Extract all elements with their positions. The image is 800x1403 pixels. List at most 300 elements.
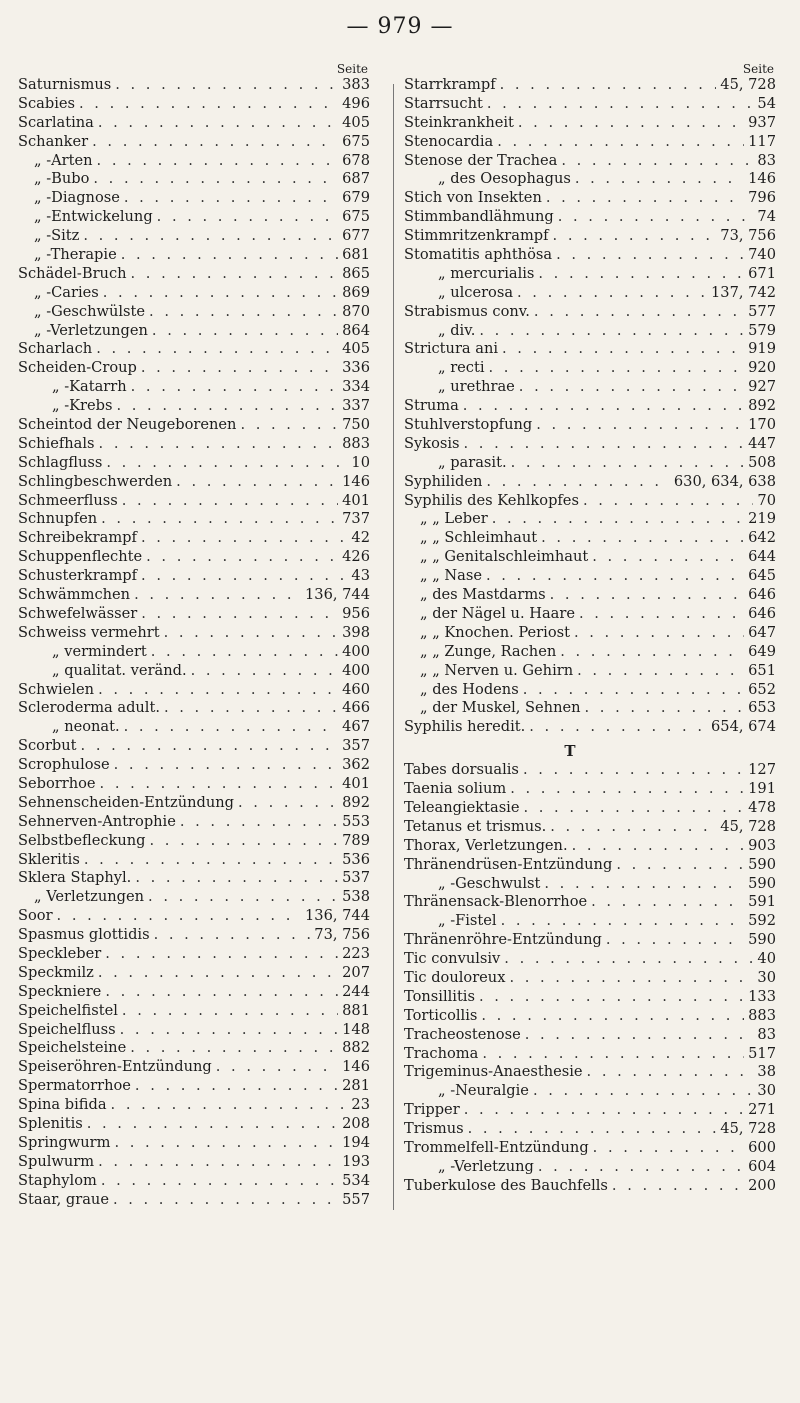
- entry-term: „ -Neuralgie: [438, 1082, 529, 1100]
- entry-pages: 517: [748, 1044, 776, 1062]
- index-entry: [404, 1139, 776, 1158]
- entry-pages: 362: [342, 756, 370, 774]
- entry-pages: 23: [351, 1096, 370, 1114]
- index-entry: [18, 983, 370, 1002]
- leader-dots: [553, 227, 717, 246]
- index-entry: [404, 988, 776, 1007]
- leader-dots: [131, 378, 338, 397]
- leader-dots: [482, 1045, 744, 1064]
- entry-term: Speichelsteine: [18, 1039, 127, 1057]
- entry-term: Strabismus conv.: [404, 302, 530, 320]
- index-entry: [18, 605, 370, 624]
- leader-dots: [151, 643, 338, 662]
- index-entry: [18, 832, 370, 851]
- entry-pages: 401: [342, 774, 370, 792]
- leader-dots: [141, 567, 347, 586]
- entry-term: „ „ Nase: [420, 567, 482, 585]
- leader-dots: [92, 133, 338, 152]
- leader-dots: [504, 950, 753, 969]
- entry-term: Selbstbefleckung: [18, 831, 146, 849]
- entry-term: Thränensack-Blenorrhoe: [404, 893, 588, 911]
- entry-term: Stenose der Trachea: [404, 151, 558, 169]
- column-divider: [393, 84, 394, 1210]
- index-entry: [404, 378, 776, 397]
- entry-pages: 357: [342, 737, 370, 755]
- index-entry: [404, 435, 776, 454]
- index-entry: [404, 912, 776, 931]
- leader-dots: [114, 1134, 338, 1153]
- entry-pages: 647: [748, 623, 776, 641]
- entry-term: Schnupfen: [18, 510, 98, 528]
- leader-dots: [240, 416, 338, 435]
- entry-pages: 281: [342, 1077, 370, 1095]
- leader-dots: [538, 265, 744, 284]
- index-entry: [404, 208, 776, 227]
- leader-dots: [141, 359, 338, 378]
- index-entry: [18, 548, 370, 567]
- leader-dots: [122, 1002, 338, 1021]
- leader-dots: [164, 624, 339, 643]
- entry-pages: 534: [342, 1171, 370, 1189]
- index-entry: [18, 1077, 370, 1096]
- index-entry: [18, 76, 370, 95]
- entry-pages: 426: [342, 548, 370, 566]
- index-entry: [404, 1158, 776, 1177]
- entry-pages: 654, 674: [711, 718, 776, 736]
- entry-pages: 864: [342, 321, 370, 339]
- entry-term: Spermatorrhoe: [18, 1077, 131, 1095]
- index-entry: [18, 416, 370, 435]
- leader-dots: [157, 208, 338, 227]
- entry-term: „ des Oesophagus: [438, 170, 571, 188]
- entry-term: Speiseröhren-Entzündung: [18, 1058, 212, 1076]
- entry-term: Speichelfluss: [18, 1020, 116, 1038]
- leader-dots: [486, 473, 670, 492]
- entry-term: Tuberkulose des Bauchfells: [404, 1176, 608, 1194]
- entry-pages: 54: [757, 94, 776, 112]
- index-entry: [404, 567, 776, 586]
- leader-dots: [113, 1191, 338, 1210]
- leader-dots: [121, 246, 338, 265]
- leader-dots: [135, 1077, 338, 1096]
- leader-dots: [606, 931, 744, 950]
- entry-term: Speckleber: [18, 944, 102, 962]
- entry-pages: 590: [748, 855, 776, 873]
- index-entry: [18, 699, 370, 718]
- entry-pages: 750: [342, 416, 370, 434]
- index-entry: [404, 322, 776, 341]
- index-entry: [404, 681, 776, 700]
- entry-term: „ -Entwickelung: [34, 208, 153, 226]
- index-entry: [18, 1058, 370, 1077]
- leader-dots: [497, 133, 744, 152]
- entry-pages: 73, 756: [720, 227, 776, 245]
- leader-dots: [98, 681, 338, 700]
- entry-pages: 881: [342, 1001, 370, 1019]
- index-entry: [18, 1172, 370, 1191]
- entry-term: Skleritis: [18, 850, 80, 868]
- entry-pages: 83: [757, 1025, 776, 1043]
- entry-term: Schädel-Bruch: [18, 264, 127, 282]
- entry-term: Starrkrampf: [404, 76, 496, 93]
- index-entry: [18, 284, 370, 303]
- leader-dots: [538, 1158, 744, 1177]
- entry-pages: 675: [342, 208, 370, 226]
- index-entry: [18, 378, 370, 397]
- leader-dots: [141, 605, 338, 624]
- leader-dots: [579, 605, 744, 624]
- entry-term: „ „ Knochen. Periost: [420, 623, 570, 641]
- index-entry: [404, 643, 776, 662]
- entry-pages: 675: [342, 132, 370, 150]
- entry-term: „ „ Leber: [420, 510, 488, 528]
- entry-list: [404, 761, 776, 1195]
- index-entry: [18, 152, 370, 171]
- leader-dots: [149, 303, 338, 322]
- entry-pages: 398: [342, 623, 370, 641]
- entry-pages: 83: [757, 151, 776, 169]
- index-entry: [404, 818, 776, 837]
- entry-pages: 405: [342, 340, 370, 358]
- leader-dots: [468, 1120, 717, 1139]
- entry-term: Stich von Insekten: [404, 189, 542, 207]
- entry-pages: 337: [342, 397, 370, 415]
- index-entry: [18, 529, 370, 548]
- entry-pages: 136, 744: [305, 907, 370, 925]
- leader-dots: [103, 284, 338, 303]
- leader-dots: [612, 1177, 744, 1196]
- entry-pages: 870: [342, 302, 370, 320]
- entry-pages: 592: [748, 912, 776, 930]
- entry-term: Speckniere: [18, 982, 102, 1000]
- leader-dots: [546, 189, 744, 208]
- entry-pages: 447: [748, 434, 776, 452]
- entry-pages: 43: [351, 567, 370, 585]
- entry-pages: 148: [342, 1020, 370, 1038]
- index-entry: [18, 133, 370, 152]
- leader-dots: [116, 397, 338, 416]
- entry-term: Schusterkrampf: [18, 567, 138, 585]
- entry-term: „ urethrae: [438, 378, 515, 396]
- index-entry: [404, 718, 776, 737]
- index-entry: [18, 964, 370, 983]
- index-entry: [404, 189, 776, 208]
- entry-term: Stimmritzenkrampf: [404, 227, 549, 245]
- index-entry: [404, 303, 776, 322]
- entry-pages: 146: [748, 170, 776, 188]
- index-entry: [18, 246, 370, 265]
- entry-pages: 651: [748, 661, 776, 679]
- leader-dots: [556, 246, 744, 265]
- entry-pages: 740: [748, 246, 776, 264]
- index-entry: [404, 1177, 776, 1196]
- section-letter: T: [564, 742, 576, 761]
- leader-dots: [79, 95, 338, 114]
- entry-term: Schanker: [18, 132, 89, 150]
- index-entry: [18, 95, 370, 114]
- entry-pages: 892: [748, 397, 776, 415]
- index-entry: [18, 454, 370, 473]
- entry-term: „ vermindert: [52, 642, 147, 660]
- index-entry: [18, 718, 370, 737]
- entry-term: Tabes dorsualis: [404, 761, 519, 779]
- index-entry: [404, 799, 776, 818]
- entry-term: Sehnerven-Antrophie: [18, 812, 176, 830]
- leader-dots: [134, 586, 301, 605]
- entry-pages: 400: [342, 642, 370, 660]
- leader-dots: [536, 416, 744, 435]
- entry-term: Spina bifida: [18, 1096, 107, 1114]
- leader-dots: [99, 435, 339, 454]
- entry-pages: 45, 728: [720, 1120, 776, 1138]
- entry-pages: 590: [748, 874, 776, 892]
- leader-dots: [550, 586, 744, 605]
- leader-dots: [572, 837, 745, 856]
- leader-dots: [150, 832, 339, 851]
- entry-pages: 508: [748, 453, 776, 471]
- entry-pages: 892: [342, 793, 370, 811]
- entry-pages: 223: [342, 944, 370, 962]
- entry-term: Seborrhoe: [18, 774, 96, 792]
- leader-dots: [517, 284, 707, 303]
- leader-dots: [560, 643, 744, 662]
- leader-dots: [101, 510, 338, 529]
- leader-dots: [524, 799, 745, 818]
- leader-dots: [464, 1101, 744, 1120]
- entry-pages: 30: [757, 968, 776, 986]
- leader-dots: [464, 435, 745, 454]
- entry-pages: 401: [342, 491, 370, 509]
- entry-term: Schuppenflechte: [18, 548, 143, 566]
- entry-term: Schwielen: [18, 680, 95, 698]
- index-entry: [18, 775, 370, 794]
- index-entry: [404, 950, 776, 969]
- leader-dots: [550, 818, 716, 837]
- entry-term: Schwefelwässer: [18, 604, 138, 622]
- index-entry: [404, 1082, 776, 1101]
- index-entry: [18, 1039, 370, 1058]
- index-entry: [18, 359, 370, 378]
- index-entry: [18, 322, 370, 341]
- index-entry: [18, 227, 370, 246]
- entry-term: „ div.: [438, 321, 476, 339]
- index-entry: [18, 170, 370, 189]
- leader-dots: [146, 548, 338, 567]
- entry-pages: 460: [342, 680, 370, 698]
- entry-term: Staar, graue: [18, 1190, 109, 1208]
- entry-pages: 869: [342, 283, 370, 301]
- entry-term: „ ulcerosa: [438, 283, 514, 301]
- entry-pages: 146: [342, 472, 370, 490]
- leader-dots: [148, 888, 338, 907]
- index-entry: [404, 76, 776, 95]
- leader-dots: [501, 912, 745, 931]
- entry-term: Schiefhals: [18, 434, 95, 452]
- leader-dots: [57, 907, 301, 926]
- leader-dots: [479, 322, 744, 341]
- index-entry: [404, 624, 776, 643]
- leader-dots: [98, 114, 338, 133]
- entry-pages: 538: [342, 888, 370, 906]
- index-entry: [404, 170, 776, 189]
- entry-pages: 496: [342, 94, 370, 112]
- entry-term: Spasmus glottidis: [18, 926, 150, 944]
- entry-pages: 191: [748, 780, 776, 798]
- entry-pages: 937: [748, 113, 776, 131]
- entry-term: Struma: [404, 397, 459, 415]
- index-entry: [18, 567, 370, 586]
- entry-pages: 642: [748, 529, 776, 547]
- index-entry: [18, 1096, 370, 1115]
- entry-pages: 956: [342, 604, 370, 622]
- entry-pages: 137, 742: [711, 283, 776, 301]
- entry-pages: 604: [748, 1157, 776, 1175]
- leader-dots: [575, 170, 744, 189]
- index-entry: [18, 435, 370, 454]
- leader-dots: [176, 473, 338, 492]
- entry-term: Stimmbandlähmung: [404, 208, 554, 226]
- index-entry: [18, 926, 370, 945]
- leader-dots: [141, 529, 347, 548]
- index-entry: [404, 510, 776, 529]
- index-entry: [18, 189, 370, 208]
- leader-dots: [180, 813, 338, 832]
- index-entry: [404, 1120, 776, 1139]
- entry-term: Starrsucht: [404, 94, 483, 112]
- index-entry: [18, 1153, 370, 1172]
- leader-dots: [154, 926, 311, 945]
- leader-dots: [541, 529, 744, 548]
- leader-dots: [101, 1172, 338, 1191]
- entry-pages: 45, 728: [720, 76, 776, 93]
- index-entry: [18, 1134, 370, 1153]
- entry-pages: 30: [757, 1082, 776, 1100]
- entry-term: Tic douloreux: [404, 968, 506, 986]
- entry-pages: 679: [342, 189, 370, 207]
- leader-dots: [510, 780, 744, 799]
- entry-term: Schweiss vermehrt: [18, 623, 160, 641]
- entry-term: „ parasit.: [438, 453, 507, 471]
- entry-term: „ der Muskel, Sehnen: [420, 699, 581, 717]
- index-entry: [404, 265, 776, 284]
- entry-term: Scleroderma adult.: [18, 699, 160, 717]
- leader-dots: [616, 856, 744, 875]
- index-entry: [404, 875, 776, 894]
- index-entry: [18, 794, 370, 813]
- index-entry: [404, 133, 776, 152]
- entry-term: Tracheostenose: [404, 1025, 521, 1043]
- entry-pages: 919: [748, 340, 776, 358]
- seite-header: Seite: [336, 62, 368, 76]
- entry-term: Syphiliden: [404, 472, 483, 490]
- index-entry: [404, 416, 776, 435]
- entry-term: Trachoma: [404, 1044, 479, 1062]
- entry-pages: 40: [757, 950, 776, 968]
- entry-term: Tic convulsiv: [404, 950, 501, 968]
- entry-pages: 74: [757, 208, 776, 226]
- entry-pages: 646: [748, 586, 776, 604]
- leader-dots: [124, 718, 339, 737]
- entry-term: Tripper: [404, 1101, 460, 1119]
- leader-dots: [509, 969, 753, 988]
- index-entry: [18, 1115, 370, 1134]
- leader-dots: [105, 983, 338, 1002]
- leader-dots: [561, 152, 753, 171]
- leader-dots: [502, 340, 744, 359]
- entry-term: Schmeerfluss: [18, 491, 118, 509]
- entry-pages: 865: [342, 264, 370, 282]
- entry-term: Springwurm: [18, 1133, 111, 1151]
- leader-dots: [114, 756, 338, 775]
- entry-pages: 681: [342, 246, 370, 264]
- entry-pages: 653: [748, 699, 776, 717]
- entry-pages: 38: [757, 1063, 776, 1081]
- index-column-right: [404, 62, 776, 1196]
- entry-pages: 630, 634, 638: [673, 472, 776, 490]
- entry-pages: 577: [748, 302, 776, 320]
- leader-dots: [583, 492, 753, 511]
- entry-pages: 170: [748, 416, 776, 434]
- leader-dots: [100, 775, 339, 794]
- entry-term: Thränenröhre-Entzündung: [404, 931, 602, 949]
- index-entry: [404, 856, 776, 875]
- entry-term: „ „ Genitalschleimhaut: [420, 548, 589, 566]
- leader-dots: [216, 1058, 338, 1077]
- entry-pages: 405: [342, 113, 370, 131]
- index-entry: [18, 340, 370, 359]
- entry-term: „ „ Schleimhaut: [420, 529, 538, 547]
- entry-term: „ -Geschwülste: [34, 302, 146, 320]
- leader-dots: [81, 737, 339, 756]
- index-entry: [404, 227, 776, 246]
- index-entry: [18, 492, 370, 511]
- leader-dots: [534, 303, 744, 322]
- entry-pages: 591: [748, 893, 776, 911]
- index-entry: [404, 1026, 776, 1045]
- entry-pages: 579: [748, 321, 776, 339]
- entry-term: Thränendrüsen-Entzündung: [404, 855, 613, 873]
- index-entry: [18, 907, 370, 926]
- index-entry: [18, 510, 370, 529]
- entry-pages: 383: [342, 76, 370, 93]
- entry-pages: 646: [748, 604, 776, 622]
- entry-list: [404, 76, 776, 737]
- leader-dots: [533, 1082, 753, 1101]
- entry-term: „ -Verletzung: [438, 1157, 534, 1175]
- leader-dots: [120, 1021, 339, 1040]
- entry-pages: 136, 744: [305, 586, 370, 604]
- index-entry: [404, 1101, 776, 1120]
- leader-dots: [87, 1115, 338, 1134]
- entry-term: „ qualitat. veränd.: [52, 661, 187, 679]
- index-entry: [404, 548, 776, 567]
- leader-dots: [500, 76, 717, 95]
- entry-pages: 883: [342, 434, 370, 452]
- index-column-left: [18, 62, 370, 1209]
- index-entry: [404, 529, 776, 548]
- index-entry: [404, 152, 776, 171]
- entry-term: Staphylom: [18, 1171, 97, 1189]
- entry-term: „ neonat.: [52, 718, 120, 736]
- leader-dots: [479, 988, 744, 1007]
- index-entry: [404, 284, 776, 303]
- leader-dots: [577, 662, 744, 681]
- index-entry: [18, 851, 370, 870]
- index-entry: [404, 893, 776, 912]
- index-entry: [404, 1045, 776, 1064]
- leader-dots: [511, 454, 745, 473]
- entry-pages: 687: [342, 170, 370, 188]
